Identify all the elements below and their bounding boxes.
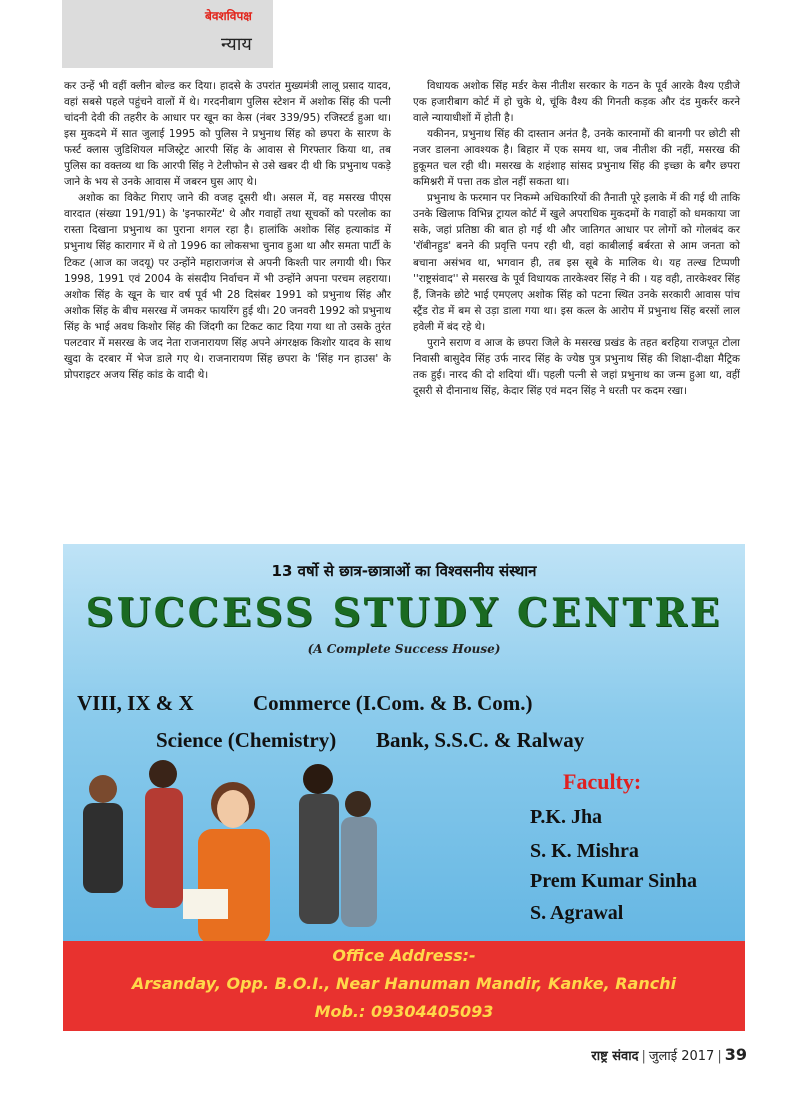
faculty-name: S. Agrawal — [530, 902, 624, 924]
article-paragraph: विधायक अशोक सिंह मर्डर केस नीतीश सरकार के गठन के पूर्व आरके वैश्य एडीजे एक हजारीबाग कोर्ट में हो चुके थे, चूंकि वैश्य की गिनती कड़क और दंड मुकर्रर करने वाले न्यायाधीशों में होती है। — [413, 80, 740, 125]
footer-divider: | — [717, 1049, 722, 1064]
students-illustration — [63, 749, 393, 944]
ad-subtitle: (A Complete Success House) — [307, 642, 501, 656]
magazine-name: राष्ट्र संवाद — [591, 1049, 639, 1064]
ad-title: SUCCESS STUDY CENTRE — [85, 590, 723, 636]
success-study-centre-advertisement — [63, 544, 745, 1031]
faculty-name: Prem Kumar Sinha — [530, 870, 698, 892]
article-paragraph: यकीनन, प्रभुनाथ सिंह की दास्तान अनंत है, उनके कारनामों की बानगी पर छोटी सी नजर डालना आवश्यक है। बिहार में एक समय था, जब नीतीश की नहीं, मसरख की हुकूमत चल रही थी। मसरख के शहंशाह सांसद प्रभुनाथ सिंह की इच्छा के बगैर छपरा कमिश्नरी में पत्ता तक डोल नहीं सकता था। — [413, 128, 740, 189]
article-paragraph: अशोक का विकेट गिराए जाने की वजह दूसरी थी। असल में, वह मसरख पीएस वारदात (संख्या 191/91) के 'इनफारमेंट' थे और गवाहों तथा सूचकों को परलोक का रास्ता दिखाना प्रभुनाथ का पुराना शगल रहा है। हालांकि अशोक सिंह हत्याकांड में प्रभुनाथ सिंह कारागार में थे तो 1996 का लोकसभा चुनाव हुआ था और समता पार्टी के टिकट (आज का जदयू) पर उन्होंने महाराजगंज से अपनी किश्ती पार लगायी थी। फिर 1998, 1991 एवं 2004 के संसदीय निर्वाचन में भी उन्होंने अपना परचम लहराया। अशोक सिंह के खून के चार वर्ष पूर्व भी 28 दिसंबर 1991 को प्रभुनाथ सिंह और अशोक सिंह के बीच मसरख में जमकर फायरिंग हुई थी। 20 जनवरी 1992 को प्रभुनाथ सिंह के भाई अवध किशोर सिंह की जिंदगी का टिकट काट दिया गया था तो उसके तुरंत पलटवार में मसरख के जद नेता राजनारायण सिंह अपने अंगरक्षक किशोर यादव के साथ खुदा के दरबार में भेज डाले गए थे। राजनारायण सिंह छपरा के 'सिंह गन हाउस' के प्रोपराइटर अजय सिंह कांड के वादी थे। — [64, 192, 391, 381]
article-paragraph: प्रभुनाथ के फरमान पर निकम्मे अधिकारियों की तैनाती पूरे इलाके में की गई थी ताकि उनके खिलाफ विभिन्न ट्रायल कोर्ट में खुले अपराधिक मुकदमों के गवाहों को धमकाया जा सके, जहां प्रतिष्ठा की बात हो गई थी और जातिगत आधार पर लोगों को गोलबंद कर 'रॉबीनहुड' बनने की प्रवृत्ति पनप रही थी, वहां काबीलाई बर्बरता से आम जनता को बचाना असंभव था, भगवान ही, तब इस सूबे के मालिक थे। यह तल्ख टिप्पणी ''राष्ट्रसंवाद'' से मसरख के पूर्व विधायक तारकेश्वर सिंह ने की । यह वही, तारकेश्वर सिंह हैं, जिनके छोटे भाई एमएलए अशोक सिंह को पटना स्थित उनके सरकारी आवास पांच स्ट्रैंड रोड में बम से उड़ा डाला गया था। इस कत्ल के आरोप में प्रभुनाथ सिंह बरसों लाल हवेली में बंद रहे थे। — [413, 192, 740, 333]
ad-commerce-text: Commerce (I.Com. & B. Com.) — [253, 691, 533, 715]
office-mobile: Mob.: 09304405093 — [314, 1002, 494, 1021]
page-number: 39 — [724, 1045, 747, 1064]
article-paragraph: पुराने सराण व आज के छपरा जिले के मसरख प्रखंड के तहत बरहिया राजपूत टोला निवासी बासुदेव सिंह उर्फ नारद सिंह के ज्येष्ठ पुत्र प्रभुनाथ सिंह की शिक्षा-दीक्षा मैट्रिक तक हुई। नारद की दो शदियां थीं। पहली पत्नी से जहां प्रभुनाथ का जन्म हुआ था, वहीं दूसरी से दीनानाथ सिंह, केदार सिंह एवं मदन सिंह ने धरती पर कदम रखा। — [413, 336, 740, 397]
office-address: Arsanday, Opp. B.O.I., Near Hanuman Mandir, Kanke, Ranchi — [131, 974, 677, 993]
office-heading: Office Address:- — [332, 946, 476, 965]
footer-divider: | — [641, 1049, 646, 1064]
faculty-name: P.K. Jha — [530, 806, 603, 828]
ad-science-text: Science (Chemistry) — [156, 728, 337, 752]
article-right-column — [413, 78, 740, 399]
page-footer — [591, 1045, 747, 1064]
faculty-heading: Faculty: — [563, 769, 642, 794]
office-address-band — [63, 941, 745, 1031]
ad-tagline: 13 वर्षो से छात्र-छात्राओं का विश्वसनीय संस्थान — [271, 562, 537, 580]
section-label: बेवशविपक्ष — [205, 9, 252, 23]
section-title: न्याय — [221, 34, 252, 55]
issue-date: जुलाई 2017 — [648, 1049, 715, 1064]
ad-bank-text: Bank, S.S.C. & Ralway — [376, 728, 585, 752]
ad-classes-text: VIII, IX & X — [77, 691, 194, 715]
faculty-name: S. K. Mishra — [530, 840, 639, 862]
article-paragraph: कर उन्हें भी वहीं क्लीन बोल्ड कर दिया। हादसे के उपरांत मुख्यमंत्री लालू प्रसाद यादव, वहां सबसे पहले पहुंचने वालों में थे। गरदनीबाग पुलिस स्टेशन में अशोक सिंह की पत्नी चांदनी देवी की तहरीर के आधार पर खून का केस (नंबर 339/95) रजिस्टर्ड हुआ था। इस मुकदमे में सात जुलाई 1995 को पुलिस ने प्रभुनाथ सिंह को छपरा के सारण के फर्स्ट क्लास जुडिशियल मजिस्ट्रेट आरपी सिंह के आवास से गिरफ्तार किया था, तब पुलिस का वक्तव्य था कि आरपी सिंह ने टेलीफोन से उसे खबर दी थी कि प्रभुनाथ पकड़े जाने के भय से उनके आवास में जबरन घुस आए थे। — [64, 80, 391, 189]
article-left-column — [64, 78, 391, 383]
